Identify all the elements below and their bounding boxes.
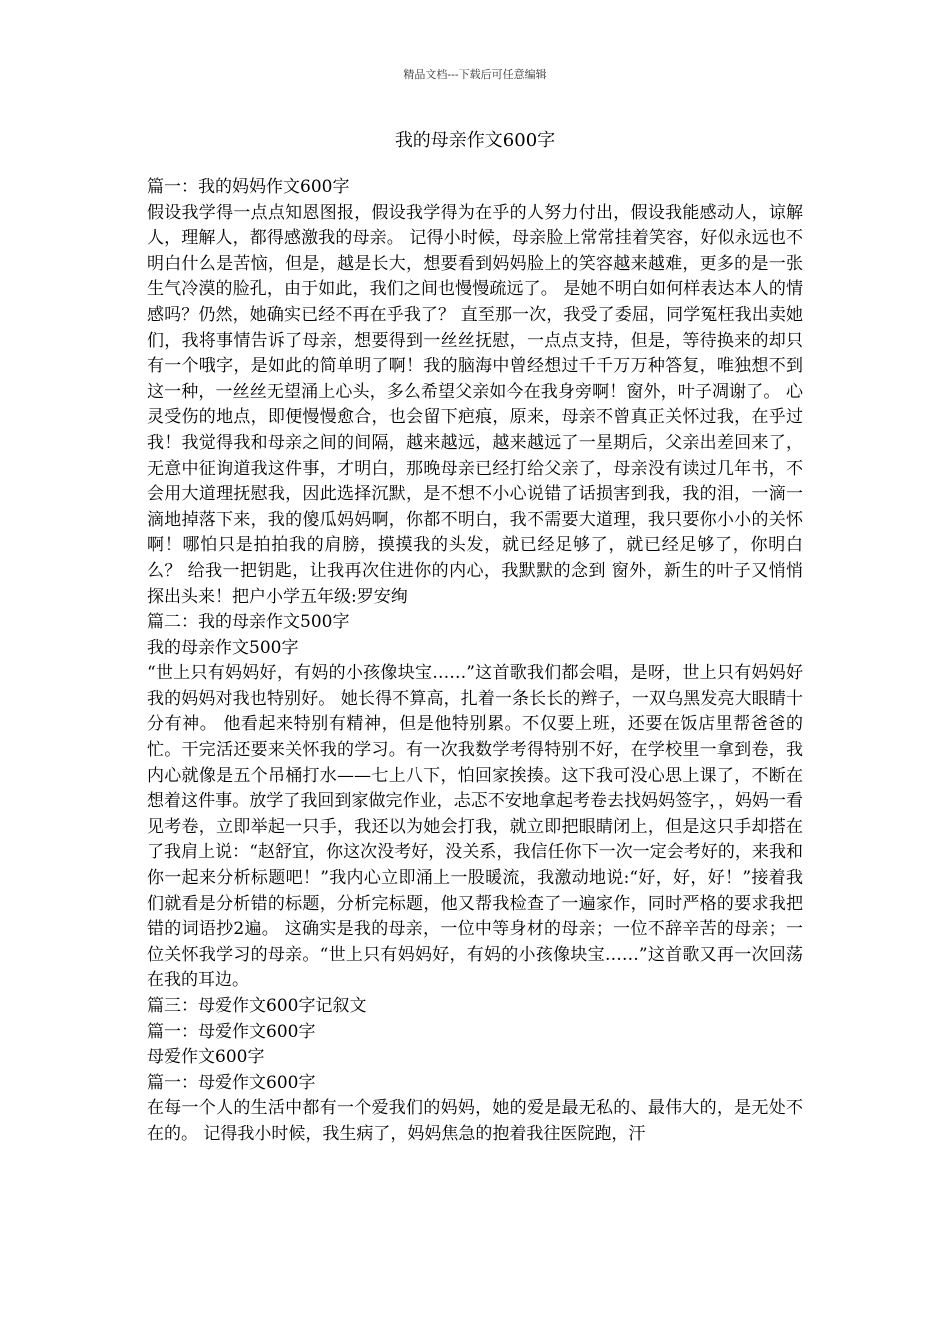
section-heading-3: 篇三：母爱作文600字记叙文 [147,996,367,1016]
paragraph-1: 假设我学得一点点知恩图报，假设我学得为在乎的人努力付出，假设我能感动人，谅解人，理解人，都得感激我的母亲。 记得小时候，母亲脸上常常挂着笑容，好似永远也不明白什么是苦恼，但是，越是长大，想要看到妈妈脸上的笑容越来越难，更多的是一张生气冷漠的脸孔，由于如此，我们之间也慢慢疏远了。 是她不明白如何样表达本人的情感吗？仍然，她确实已经不再在乎我了？ 直至那一次，我受了委屈，同学冤枉我出卖她们，我将事情告诉了母亲，想要得到一丝丝抚慰，一点点支持，但是，等待换来的却只有一个哦字，是如此的简单明了啊！我的脑海中曾经想过千千万万种答复，唯独想不到这一种，一丝丝无望涌上心头，多么希望父亲如今在我身旁啊！窗外，叶子凋谢了。 心灵受伤的地点，即便慢慢愈合，也会留下疤痕，原来，母亲不曾真正关怀过我，在乎过我！我觉得我和母亲之间的间隔，越来越远，越来越远了一星期后，父亲出差回来了，无意中征询道我这件事，才明白，那晚母亲已经打给父亲了，母亲没有读过几年书，不会用大道理抚慰我，因此选择沉默，是不想不小心说错了话损害到我，我的泪，一滴一滴地掉落下来，我的傻瓜妈妈啊，你都不明白，我不需要大道理，我只要你小小的关怀啊！哪怕只是拍拍我的肩膀，摸摸我的头发，就已经足够了，就已经足够了，你明白么？ 给我一把钥匙，让我再次住进你的内心，我默默的念到 窗外，新生的叶子又悄悄探出头来！把户小学五年级:罗安绚 [147,202,803,607]
subheading-3b: 母爱作文600字 [147,1047,265,1068]
paragraph-2: “世上只有妈妈好，有妈的小孩像块宝……”这首歌我们都会唱，是呀，世上只有妈妈好我的妈妈对我也特别好。 她长得不算高，扎着一条长长的辫子，一双乌黑发亮大眼睛十分有神。 他看起来特别有精神，但是他特别累。不仅要上班，还要在饭店里帮爸爸的忙。干完活还要来关怀我的学习。有一次我数学考得特别不好，在学校里一拿到卷，我内心就像是五个吊桶打水——七上八下，怕回家挨揍。这下我可没心思上课了，不断在想着这件事。放学了我回到家做完作业，忐忑不安地拿起考卷去找妈妈签字，，妈妈一看见考卷，立即举起一只手，我还以为她会打我，就立即把眼睛闭上，但是这只手却搭在了我肩上说：“赵舒宜，你这次没考好，没关系，我信任你下一次一定会考好的，来我和你一起来分析标题吧！”我内心立即涌上一股暖流，我激动地说:“好，好，好！”接着我们就看是分析错的标题，分析完标题，他又帮我检查了一遍家作，同时严格的要求我把错的词语抄2遍。 这确实是我的母亲，一位中等身材的母亲；一位不辞辛苦的母亲；一位关怀我学习的母亲。“世上只有妈妈好，有妈的小孩像块宝……”这首歌又再一次回荡在我的耳边。 [147,663,803,991]
page-header-note: 精品文档---下载后可任意编辑 [403,68,547,81]
subheading-3a: 篇一：母爱作文600字 [147,1021,316,1042]
section-heading-1: 篇一：我的妈妈作文600字 [147,177,350,197]
page-title: 我的母亲作文600字 [394,130,556,151]
paragraph-3: 在每一个人的生活中都有一个爱我们的妈妈，她的爱是最无私的、最伟大的，是无处不在的。 记得我小时候，我生病了，妈妈焦急的抱着我往医院跑，汗 [147,1098,803,1144]
subheading-3c: 篇一：母爱作文600字 [147,1072,316,1093]
section-heading-2: 篇二：我的母亲作文500字 [147,612,350,633]
subheading-2: 我的母亲作文500字 [147,637,299,658]
document-body [147,175,803,1148]
